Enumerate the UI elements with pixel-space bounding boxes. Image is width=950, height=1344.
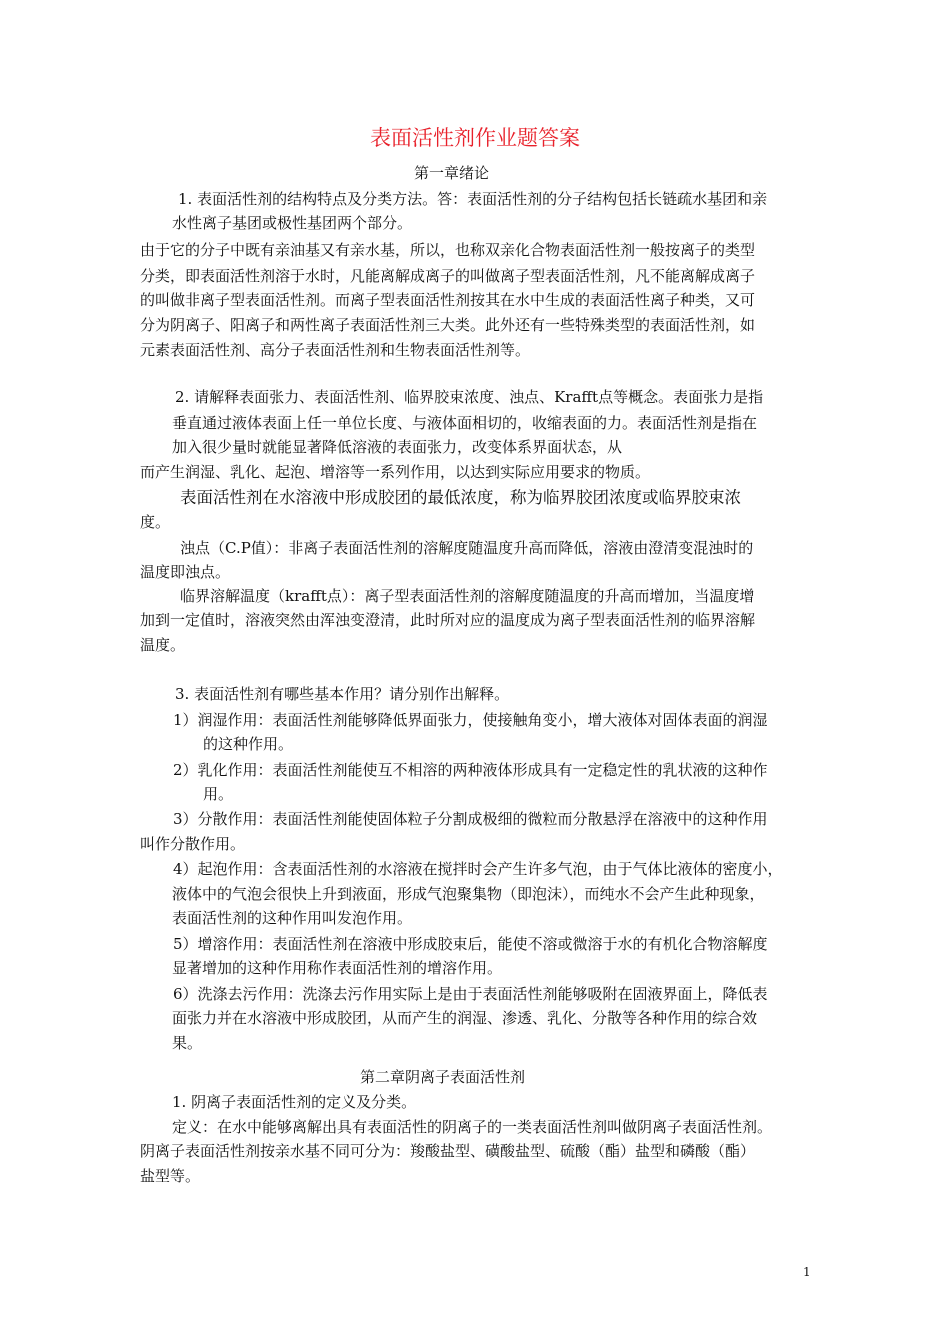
- c2q1-line: 阴离子表面活性剂按亲水基不同可分为：羧酸盐型、磺酸盐型、硫酸（酯）盐型和磷酸（酯）: [140, 1142, 756, 1160]
- q3-line: 3. 表面活性剂有哪些基本作用？请分别作出解释。: [175, 685, 510, 703]
- q1-line: 1. 表面活性剂的结构特点及分类方法。答：表面活性剂的分子结构包括长链疏水基团和亲: [178, 190, 768, 208]
- q1-line: 元素表面活性剂、高分子表面活性剂和生物表面活性剂等。: [140, 341, 531, 359]
- q2-line: 加入很少量时就能显著降低溶液的表面张力，改变体系界面状态，从: [172, 438, 623, 456]
- document-title: 表面活性剂作业题答案: [370, 126, 580, 150]
- page-number: 1: [803, 1265, 811, 1279]
- q3-line: 1）润湿作用：表面活性剂能够降低界面张力，使接触角变小，增大液体对固体表面的润湿: [173, 711, 768, 729]
- q1-line: 分类，即表面活性剂溶于水时，凡能离解成离子的叫做离子型表面活性剂，凡不能离解成离子: [140, 267, 756, 285]
- q2-line: 2. 请解释表面张力、表面活性剂、临界胶束浓度、浊点、Krafft点等概念。表面张力是指: [175, 388, 764, 406]
- q1-line: 的叫做非离子型表面活性剂。而离子型表面活性剂按其在水中生成的表面活性离子种类，又可: [140, 291, 756, 309]
- q2-line: 临界溶解温度（krafft点）：离子型表面活性剂的溶解度随温度的升高而增加，当温度增: [180, 587, 755, 605]
- q2-line: 度。: [140, 513, 171, 531]
- q3-line: 液体中的气泡会很快上升到液面，形成气泡聚集物（即泡沫），而纯水不会产生此种现象，: [172, 885, 765, 903]
- c2q1-line: 盐型等。: [140, 1167, 201, 1185]
- q3-line: 表面活性剂的这种作用叫发泡作用。: [172, 909, 413, 927]
- q1-line: 水性离子基团或极性基团两个部分。: [172, 214, 413, 232]
- chapter-2-heading: 第二章阴离子表面活性剂: [360, 1068, 526, 1086]
- chapter-1-heading: 第一章绪论: [414, 164, 490, 182]
- q1-line: 分为阴离子、阳离子和两性离子表面活性剂三大类。此外还有一些特殊类型的表面活性剂，如: [140, 316, 756, 334]
- q3-line: 用。: [203, 785, 234, 803]
- q3-line: 果。: [172, 1034, 203, 1052]
- q3-line: 4）起泡作用：含表面活性剂的水溶液在搅拌时会产生许多气泡，由于气体比液体的密度小，: [173, 860, 783, 878]
- q3-line: 3）分散作用：表面活性剂能使固体粒子分割成极细的微粒而分散悬浮在溶液中的这种作用: [173, 810, 768, 828]
- q3-line: 5）增溶作用：表面活性剂在溶液中形成胶束后，能使不溶或微溶于水的有机化合物溶解度: [173, 935, 768, 953]
- c2q1-line: 1. 阴离子表面活性剂的定义及分类。: [172, 1093, 417, 1111]
- q3-line: 2）乳化作用：表面活性剂能使互不相溶的两种液体形成具有一定稳定性的乳状液的这种作: [173, 761, 768, 779]
- q3-line: 面张力并在水溶液中形成胶团，从而产生的润湿、渗透、乳化、分散等各种作用的综合效: [172, 1009, 758, 1027]
- c2q1-line: 定义：在水中能够离解出具有表面活性的阴离子的一类表面活性剂叫做阴离子表面活性剂。: [172, 1118, 773, 1136]
- q3-line: 显著增加的这种作用称作表面活性剂的增溶作用。: [172, 959, 503, 977]
- q2-line: 浊点（C.P值）：非离子表面活性剂的溶解度随温度升高而降低，溶液由澄清变混浊时的: [180, 539, 754, 557]
- q3-line: 6）洗涤去污作用：洗涤去污作用实际上是由于表面活性剂能够吸附在固液界面上，降低表: [173, 985, 768, 1003]
- q3-line: 的这种作用。: [203, 735, 294, 753]
- q2-line: 垂直通过液体表面上任一单位长度、与液体面相切的，收缩表面的力。表面活性剂是指在: [172, 414, 758, 432]
- q2-line: 而产生润湿、乳化、起泡、增溶等一系列作用，以达到实际应用要求的物质。: [140, 463, 651, 481]
- q2-line: 温度即浊点。: [140, 563, 231, 581]
- q2-line: 温度。: [140, 636, 186, 654]
- q3-line: 叫作分散作用。: [140, 835, 246, 853]
- q1-line: 由于它的分子中既有亲油基又有亲水基，所以，也称双亲化合物表面活性剂一般按离子的类型: [140, 241, 756, 259]
- q2-line: 表面活性剂在水溶液中形成胶团的最低浓度，称为临界胶团浓度或临界胶束浓: [180, 488, 741, 507]
- q2-line: 加到一定值时，溶液突然由浑浊变澄清，此时所对应的温度成为离子型表面活性剂的临界溶解: [140, 611, 756, 629]
